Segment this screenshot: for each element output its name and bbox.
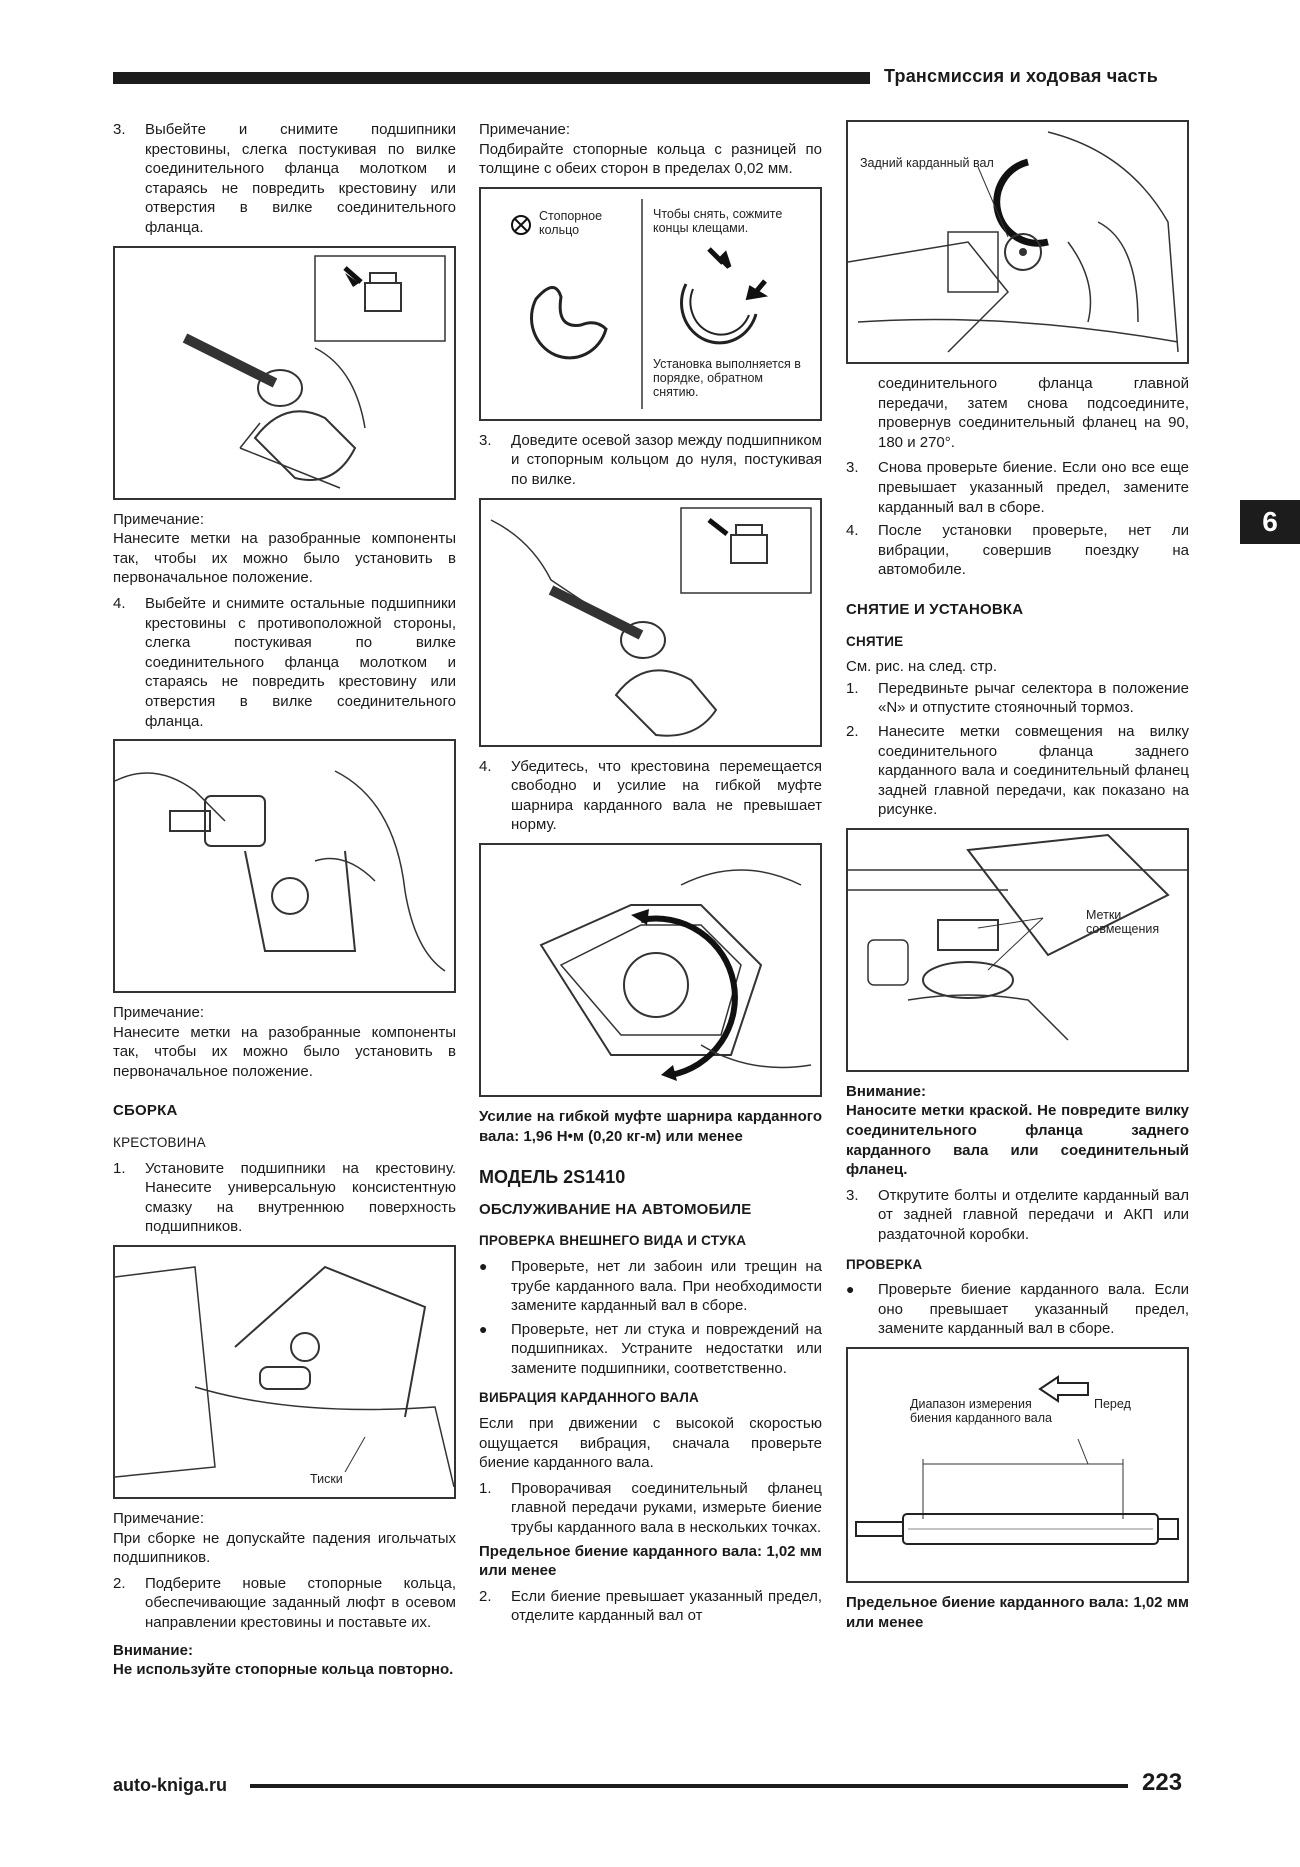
force-spec: Усилие на гибкой муфте шарнира карданного вала: 1,96 Н•м (0,20 кг-м) или менее xyxy=(479,1107,822,1145)
warning-text: Не используйте стопорные кольца повторно. xyxy=(113,1661,454,1679)
header-rule xyxy=(113,72,870,84)
column-1 xyxy=(113,120,456,1686)
note-2-label: Примечание: xyxy=(113,1004,204,1022)
bullet-icon: ● xyxy=(846,1281,855,1298)
assembly-step-1: 1. Установите подшипники на крестовину. Нанесите универсальную консистентную смазку на внутреннюю поверхность подшипников. xyxy=(113,1159,456,1236)
step-3: 3. Выбейте и снимите подшипники крестовины, слегка постукивая по вилке соединительного фланца молотком и стараясь не повредить крестовину или отверстия в вилке соединительного фланца. xyxy=(113,121,456,236)
hammer-bearing-illustration xyxy=(115,248,454,498)
front-label: Перед xyxy=(1094,1397,1131,1411)
cross-rotation-illustration xyxy=(481,845,820,1095)
removal-step-3: 3. Открутите болты и отделите карданный вал от задней главной передачи и АКП или раздаточной коробки. xyxy=(846,1186,1189,1244)
page-number: 223 xyxy=(1142,1769,1183,1796)
warning-label: Внимание: xyxy=(846,1082,926,1100)
runout-spec: Предельное биение карданного вала: 1,02 мм или менее xyxy=(846,1594,1189,1631)
rear-shaft-label: Задний карданный вал xyxy=(860,156,994,170)
step-4: 4. Убедитесь, что крестовина перемещается свободно и усилие на гибкой муфте шарнира карданного вала не превышает норму. xyxy=(479,757,822,834)
hammer-yoke-illustration xyxy=(481,500,820,745)
figure-hammer-yoke xyxy=(479,498,822,747)
column-2 xyxy=(479,120,822,1630)
step-4: 4. Выбейте и снимите остальные подшипники крестовины с противоположной стороны, слегка постукивая по вилке соединительного фланца молотком и стараясь не повредить крестовину или отверстия в вилке соединительного фланца. xyxy=(113,594,456,730)
figure-hammer-bearing xyxy=(113,246,456,500)
chapter-tab: 6 xyxy=(1240,500,1300,544)
note-3-label: Примечание: xyxy=(113,1510,204,1528)
figure-cross-rotation xyxy=(479,843,822,1097)
footer-site: auto-kniga.ru xyxy=(113,1775,228,1795)
removal-step-2: 2. Нанесите метки совмещения на вилку соединительного фланца заднего карданного вала и соединительный фланец задней главной передачи, как показано на рисунке. xyxy=(846,722,1189,819)
removal-step-1: 1. Передвиньте рычаг селектора в положение «N» и отпустите стояночный тормоз. xyxy=(846,679,1189,717)
assembly-heading: СБОРКА xyxy=(113,1102,178,1120)
bullet-1: ● Проверьте, нет ли забоин или трещин на трубе карданного вала. При необходимости замените карданный вал в сборе. xyxy=(479,1257,822,1315)
vise-label: Тиски xyxy=(310,1472,343,1487)
snap-ring-label: Стопорное кольцо xyxy=(539,208,603,237)
note-1-label: Примечание: xyxy=(113,510,204,528)
measure-range-label: Диапазон измерения биения карданного вала xyxy=(910,1397,1052,1425)
vise-illustration xyxy=(115,1247,454,1497)
vibration-step-1: 1. Проворачивая соединительный фланец главной передачи руками, измерьте биение трубы карданного вала в нескольких точках. xyxy=(479,1479,822,1537)
bullet-icon: ● xyxy=(479,1257,488,1274)
step-3: 3. Доведите осевой зазор между подшипником и стопорным кольцом до нуля, постукивая по вилке. xyxy=(479,431,822,488)
note-2-text: Нанесите метки на разобранные компоненты так, чтобы их можно было установить в первоначальное положение. xyxy=(113,1023,456,1080)
remove-instruction: Чтобы снять, сожмите концы клещами. xyxy=(653,206,783,235)
section-title: Трансмиссия и ходовая часть xyxy=(884,66,1159,86)
footer-rule xyxy=(250,1784,1128,1788)
runout-range-illustration xyxy=(848,1349,1187,1581)
note-1-text: Нанесите метки на разобранные компоненты так, чтобы их можно было установить в первоначальное положение. xyxy=(113,530,456,587)
note-text: Подбирайте стопорные кольца с разницей по толщине с обеих сторон в пределах 0,02 мм. xyxy=(479,140,822,178)
note-label: Примечание: xyxy=(479,121,570,138)
check-step-3: 3. Снова проверьте биение. Если оно все еще превышает указанный предел, замените карданный вал в сборе. xyxy=(846,459,1189,516)
runout-spec: Предельное биение карданного вала: 1,02 мм или менее xyxy=(479,1542,822,1580)
see-figure-note: См. рис. на след. стр. xyxy=(846,658,998,676)
vibration-subheading: ВИБРАЦИЯ КАРДАННОГО ВАЛА xyxy=(479,1390,699,1406)
warning-text: Наносите метки краской. Не повредите вилку соединительного фланца заднего карданного вала или соединительный фланец. xyxy=(846,1102,1189,1179)
removal-subheading: СНЯТИЕ xyxy=(846,633,904,649)
alignment-marks-label: Метки совмещения xyxy=(1086,907,1160,936)
check-subheading: ПРОВЕРКА xyxy=(846,1256,923,1272)
assembly-step-2: 2. Подберите новые стопорные кольца, обеспечивающие заданный люфт в осевом направлении крестовины и поставьте их. xyxy=(113,1574,456,1631)
bullet-icon: ● xyxy=(479,1320,488,1337)
figure-alignment-marks xyxy=(846,828,1189,1072)
warning-label: Внимание: xyxy=(113,1641,193,1659)
vibration-step-2: 2. Если биение превышает указанный предел, отделите карданный вал от xyxy=(479,1587,822,1625)
hammer-flange-illustration xyxy=(115,741,454,991)
figure-vise xyxy=(113,1245,456,1499)
continued-text: соединительного фланца главной передачи, затем снова подсоедините, провернув соединительный фланец на 90, 180 и 270°. xyxy=(878,375,1189,451)
vibration-text: Если при движении с высокой скоростью ощущается вибрация, сначала проверьте биение карданного вала. xyxy=(479,1415,822,1472)
service-heading: ОБСЛУЖИВАНИЕ НА АВТОМОБИЛЕ xyxy=(479,1200,752,1218)
column-3 xyxy=(846,120,1189,1638)
install-instruction: Установка выполняется в порядке, обратном снятию. xyxy=(653,356,801,399)
removal-install-heading: СНЯТИЕ И УСТАНОВКА xyxy=(846,600,1024,618)
check-bullet: ● Проверьте биение карданного вала. Если оно превышает указанный предел, замените карданный вал в сборе. xyxy=(846,1281,1189,1338)
figure-dial-gauge xyxy=(846,120,1189,364)
check-step-4: 4. После установки проверьте, нет ли вибрации, совершив поездку на автомобиле. xyxy=(846,522,1189,579)
inspect-subheading: ПРОВЕРКА ВНЕШНЕГО ВИДА И СТУКА xyxy=(479,1233,747,1249)
figure-hammer-flange xyxy=(113,739,456,993)
cross-subheading: КРЕСТОВИНА xyxy=(113,1135,206,1151)
alignment-marks-illustration xyxy=(848,830,1187,1070)
figure-snap-rings xyxy=(479,187,822,421)
figure-runout-range xyxy=(846,1347,1189,1583)
bullet-2: ● Проверьте, нет ли стука и повреждений на подшипниках. Устраните недостатки или замените подшипники, соответственно. xyxy=(479,1320,822,1377)
model-heading: МОДЕЛЬ 2S1410 xyxy=(479,1167,626,1188)
note-3-text: При сборке не допускайте падения игольчатых подшипников. xyxy=(113,1529,456,1567)
